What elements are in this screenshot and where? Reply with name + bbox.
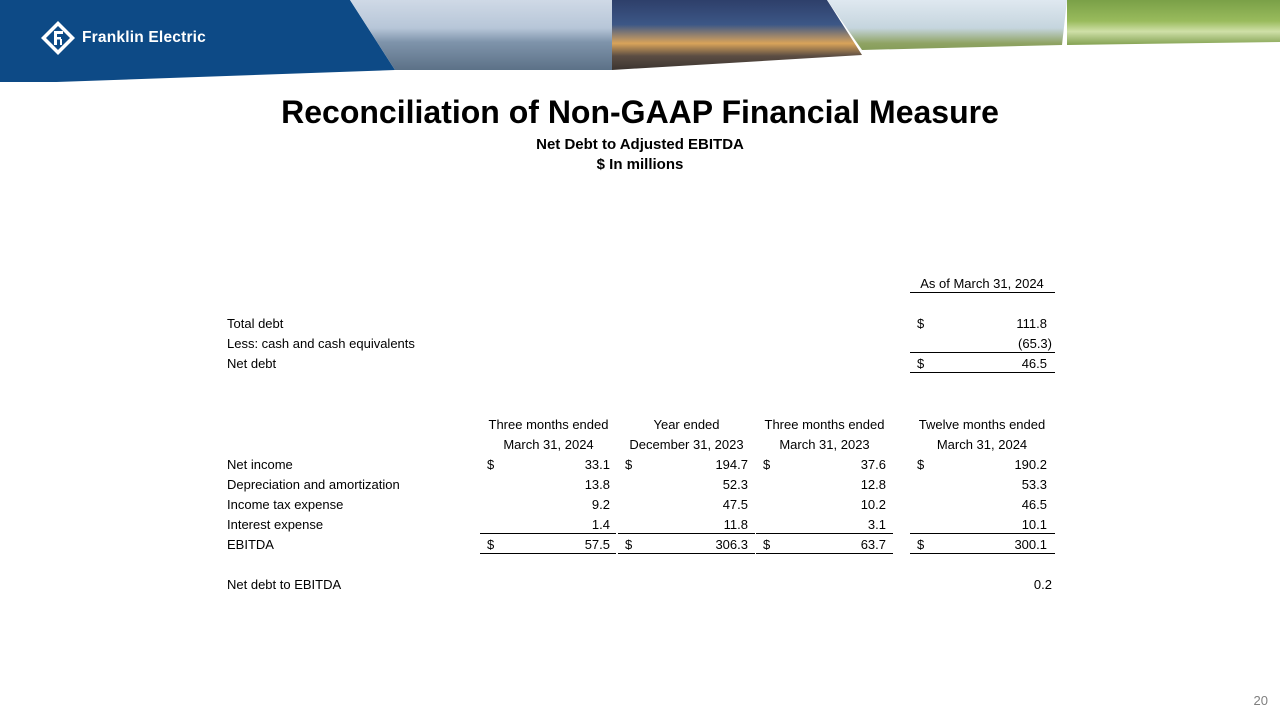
cell-value: 300.1: [1014, 537, 1047, 552]
row-label: Net income: [227, 457, 293, 472]
total-rule: [910, 372, 1055, 373]
ratio-label: Net debt to EBITDA: [227, 577, 342, 592]
cell-value: 10.2: [860, 497, 886, 512]
cell-value: 3.1: [867, 517, 886, 532]
dollar-sign: $: [487, 457, 495, 472]
logo-wordmark: Franklin Electric: [82, 29, 207, 46]
column-header-line1: Year ended: [653, 417, 720, 432]
subtotal-rule: [480, 533, 616, 534]
cell-value: 57.5: [584, 537, 610, 552]
subtotal-rule: [910, 533, 1055, 534]
dollar-sign: $: [763, 457, 771, 472]
subtotal-rule: [756, 533, 893, 534]
units-note: $ In millions: [596, 156, 684, 173]
total-rule: [618, 553, 755, 554]
cell-value: 11.8: [723, 517, 748, 532]
header-banner: [0, 0, 1280, 82]
row-label: Net debt: [227, 356, 277, 371]
column-header: As of March 31, 2024: [920, 276, 1044, 291]
dollar-sign: $: [917, 537, 925, 552]
irrigation-pivot-photo: [827, 0, 1077, 70]
column-header-line1: Three months ended: [488, 417, 609, 432]
cell-value: 37.6: [860, 457, 886, 472]
dollar-sign: $: [917, 457, 925, 472]
column-header-line2: December 31, 2023: [629, 437, 744, 452]
page-subtitle: Net Debt to Adjusted EBITDA: [536, 136, 744, 153]
column-header-line1: Twelve months ended: [918, 417, 1046, 432]
cell-value: 194.7: [715, 457, 748, 472]
cell-value: 190.2: [1014, 457, 1047, 472]
dollar-sign: $: [917, 316, 925, 331]
subtotal-rule: [910, 352, 1055, 353]
cell-value: 111.8: [1016, 316, 1047, 331]
row-label: Interest expense: [227, 517, 324, 532]
cell-value: 46.5: [1021, 497, 1047, 512]
cell-value: 1.4: [591, 517, 610, 532]
row-label: Income tax expense: [227, 497, 344, 512]
total-rule: [480, 553, 616, 554]
cell-value: 53.3: [1021, 477, 1047, 492]
cell-value: 10.1: [1021, 517, 1047, 532]
dollar-sign: $: [625, 457, 633, 472]
water-treatment-photo: [350, 0, 620, 70]
dollar-sign: $: [487, 537, 495, 552]
dollar-sign: $: [625, 537, 633, 552]
column-header-line1: Three months ended: [764, 417, 885, 432]
cell-value: 13.8: [584, 477, 610, 492]
ratio-value: 0.2: [1033, 577, 1052, 592]
column-header-line2: March 31, 2023: [779, 437, 870, 452]
dollar-sign: $: [917, 356, 925, 371]
sprinkler-field-photo: [1067, 0, 1280, 70]
page-title: Reconciliation of Non-GAAP Financial Measure: [281, 94, 999, 130]
row-label: EBITDA: [227, 537, 274, 552]
column-header-line2: March 31, 2024: [936, 437, 1028, 452]
cell-value: (65.3): [1018, 336, 1052, 351]
total-rule: [910, 553, 1055, 554]
total-rule: [756, 553, 893, 554]
row-label: Total debt: [227, 316, 284, 331]
row-label: Depreciation and amortization: [227, 477, 400, 492]
cell-value: 47.5: [722, 497, 748, 512]
cell-value: 63.7: [860, 537, 886, 552]
dollar-sign: $: [763, 537, 771, 552]
company-logo: [40, 20, 206, 56]
page-number: 20: [1253, 693, 1268, 708]
cell-value: 12.8: [860, 477, 886, 492]
cell-value: 33.1: [584, 457, 610, 472]
fuel-station-photo: [612, 0, 862, 70]
subtotal-rule: [618, 533, 755, 534]
cell-value: 9.2: [591, 497, 610, 512]
column-header-line2: March 31, 2024: [503, 437, 594, 452]
row-label: Less: cash and cash equivalents: [227, 336, 415, 351]
cell-value: 52.3: [722, 477, 748, 492]
header-underline: [910, 292, 1055, 293]
franklin-diamond-icon: [40, 20, 76, 56]
cell-value: 306.3: [715, 537, 748, 552]
cell-value: 46.5: [1021, 356, 1047, 371]
